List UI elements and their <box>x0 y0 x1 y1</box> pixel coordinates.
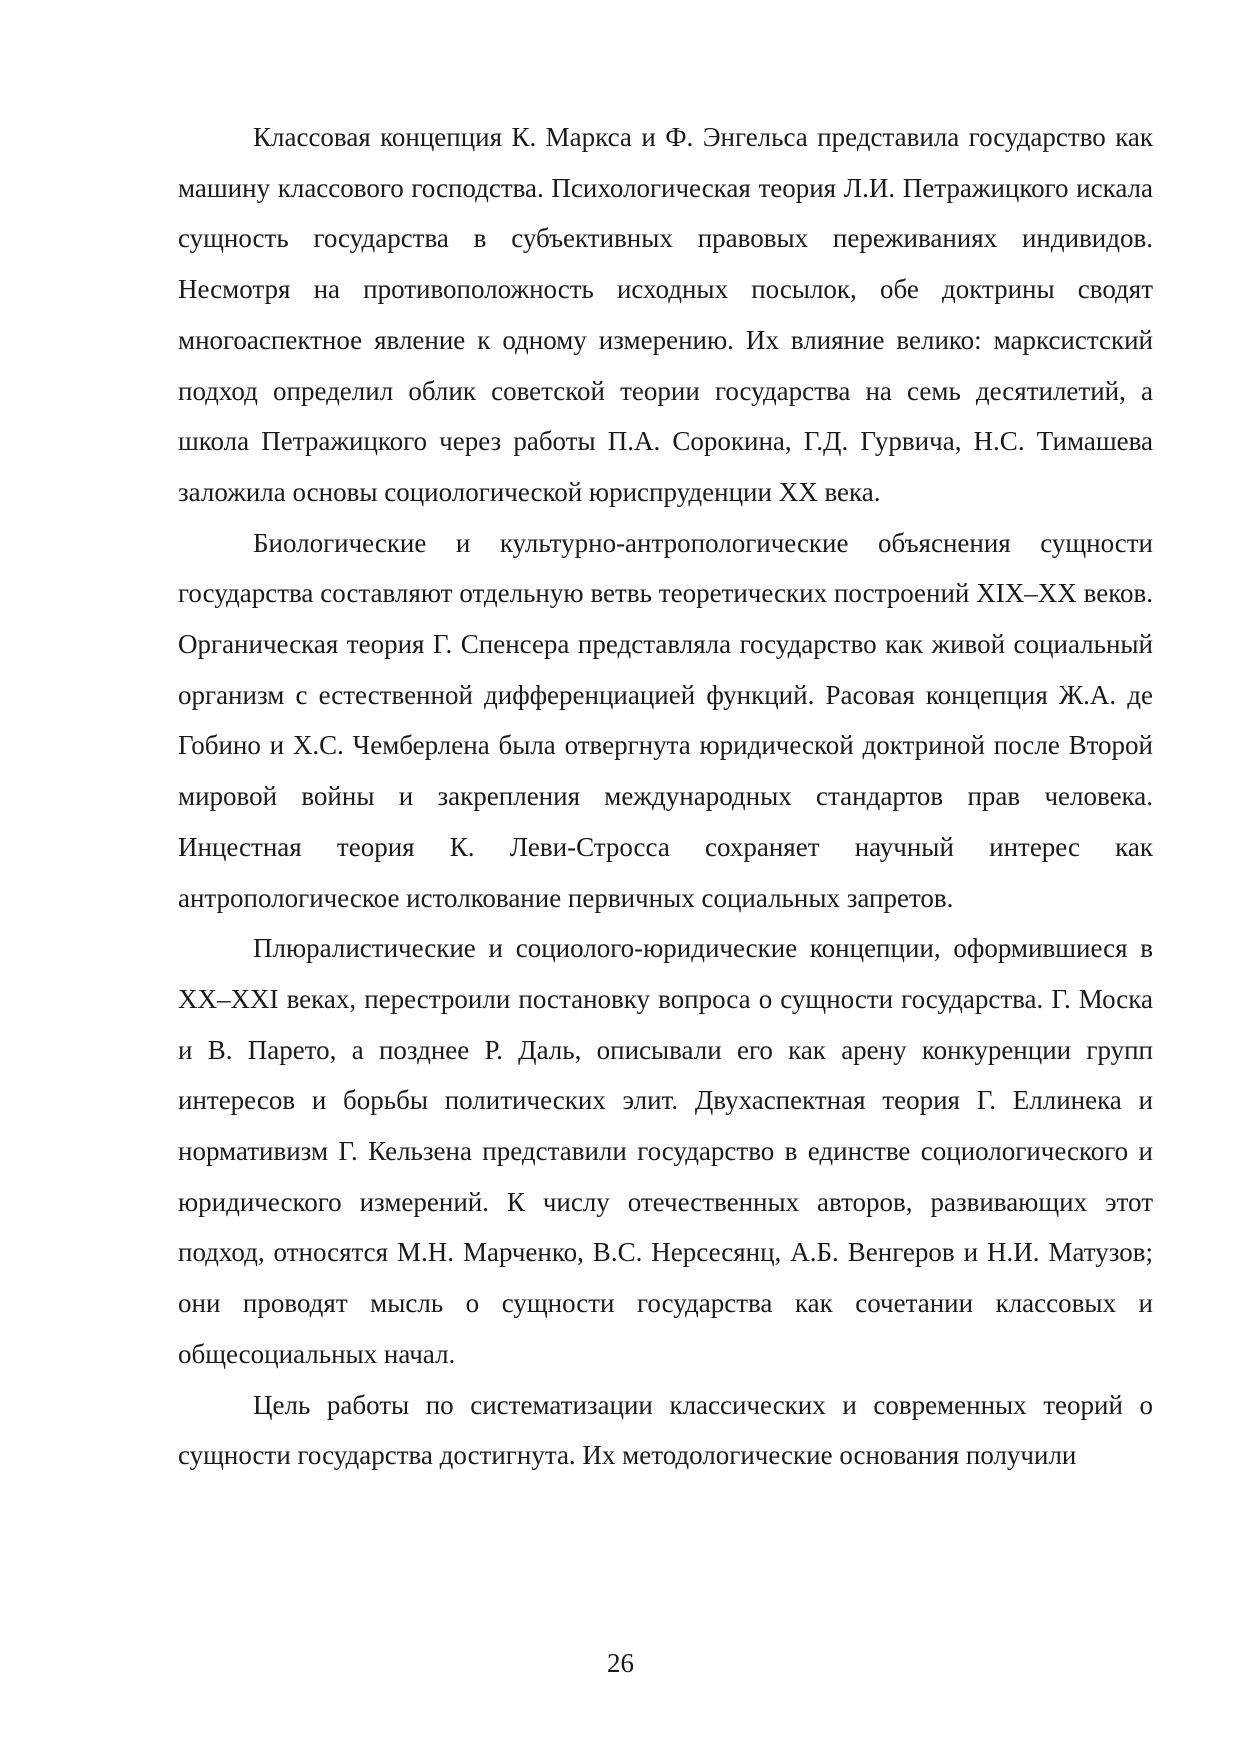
paragraph-biological-theories: Биологические и культурно-антропологические объяснения сущности государства составляют отдельную ветвь теоретических построений XIX–XX веков. Органическая теория Г. Спенсера представляла государство как живой социальный организм с естественной дифференциацией функций. Расовая концепция Ж.А. де Гобино и Х.С. Чемберлена была отвергнута юридической доктриной после Второй мировой войны и закрепления международных стандартов прав человека. Инцестная теория К. Леви-Стросса сохраняет научный интерес как антропологическое истолкование первичных социальных запретов. <box>178 527 1153 913</box>
paragraph-class-theories: Классовая концепция К. Маркса и Ф. Энгельса представила государство как машину классового господства. Психологическая теория Л.И. Петражицкого искала сущность государства в субъективных правовых переживаниях индивидов. Несмотря на противоположность исходных посылок, обе доктрины сводят многоаспектное явление к одному измерению. Их влияние велико: марксистский подход определил облик советской теории государства на семь десятилетий, а школа Петражицкого через работы П.А. Сорокина, Г.Д. Гурвича, Н.С. Тимашева заложила основы социологической юриспруденции XX века. <box>178 122 1153 507</box>
body-text <box>178 112 1153 1481</box>
paragraph-pluralist-theories: Плюралистические и социолого-юридические концепции, оформившиеся в XX–XXI веках, перестроили постановку вопроса о сущности государства. Г. Моска и В. Парето, а позднее Р. Даль, описывали его как арену конкуренции групп интересов и борьбы политических элит. Двухаспектная теория Г. Еллинека и нормативизм Г. Кельзена представили государство в единстве социологического и юридического измерений. К числу отечественных авторов, развивающих этот подход, относятся М.Н. Марченко, В.С. Нерсесянц, А.Б. Венгеров и Н.И. Матузов; они проводят мысль о сущности государства как сочетании классовых и общесоциальных начал. <box>178 933 1153 1369</box>
paragraph-conclusion: Цель работы по систематизации классических и современных теорий о сущности государства достигнута. Их методологические основания получили <box>178 1389 1153 1471</box>
page-number: 26 <box>607 1648 634 1678</box>
